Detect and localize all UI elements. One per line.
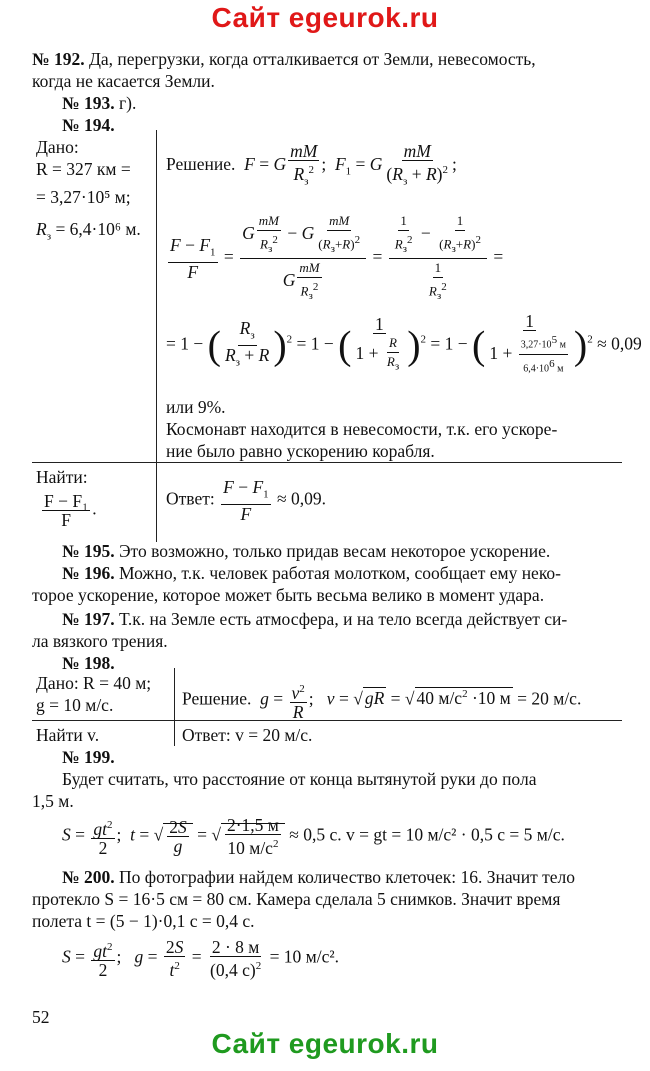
- answer-value: ≈ 0,09.: [277, 488, 326, 509]
- answer-194: Ответ: $\frac{F - F_1}{F}$ ≈ 0,09.: [166, 477, 326, 524]
- given-divider: [156, 130, 157, 542]
- solution-line-1: Решение. F = G $\frac{mM}{R_з^2}$ ; $F_1 = G$ $\frac{mM}{(R_з + R)^2}$ ;: [166, 141, 457, 188]
- problem-193: [62, 92, 136, 114]
- problem-text: Можно, т.к. человек работая молотком, сообщает ему неко-: [114, 563, 562, 583]
- find-value: $\frac{\text{F − F₁}}{F}$ .: [44, 491, 97, 530]
- problem-text: Это возможно, только придав весам некоторое ускорение.: [114, 541, 551, 561]
- given-title: Дано:: [36, 137, 79, 157]
- problem-number: № 197.: [62, 609, 115, 629]
- problem-text: Т.к. на Земле есть атмосфера, и на тело всегда действует си-: [114, 609, 568, 629]
- problem-195: [62, 540, 550, 562]
- problem-200: [62, 866, 575, 888]
- given-r-value: = 3,27·10⁵ м;: [36, 187, 131, 207]
- problem-text: г).: [114, 93, 137, 113]
- given-198-r: Дано: R = 40 м;: [36, 673, 152, 693]
- site-watermark-bottom: Сайт egeurok.ru: [211, 1028, 439, 1059]
- given-separator: [32, 462, 622, 463]
- problem-197: [62, 608, 567, 630]
- problem-199-line1: Будет считать, что расстояние от конца вытянутой руки до пола: [62, 769, 537, 789]
- problem-196: [62, 562, 561, 584]
- solution-198-result: = 20 м/с.: [517, 688, 582, 709]
- problem-number: № 195.: [62, 541, 115, 561]
- solution-199: S = $\frac{gt^2}{2}$ ; t = √ $\frac{2S}{g}$ = √ $\frac{2\cdot 1,5 м}{10 м/с^2}$ ≈ 0,5 с. v = gt = 10 м/с² · 0,5 с = 5 м/с.: [62, 815, 565, 858]
- answer-label: Ответ:: [166, 488, 215, 509]
- problem-number: № 200.: [62, 867, 115, 887]
- solution-label: Решение.: [166, 154, 236, 175]
- find-198: Найти v.: [36, 725, 100, 745]
- problem-196-line2: торое ускорение, которое может быть весьма велико в момент удара.: [32, 585, 545, 605]
- solution-200-tail: = 10 м/с².: [269, 946, 340, 967]
- problem-text: По фотографии найдем количество клеточек: 16. Значит тело: [114, 867, 575, 887]
- given-r: R = 327 км =: [36, 159, 131, 179]
- problem-number: № 193.: [62, 93, 115, 113]
- problem-text: Да, перегрузки, когда отталкивается от Земли, невесомость,: [84, 49, 536, 69]
- solution-label: Решение.: [182, 688, 252, 709]
- problem-192: [32, 48, 536, 70]
- problem-192-line2: когда не касается Земли.: [32, 71, 215, 91]
- solution-line-2: $\frac{F - F_1}{F}$ = G $\frac{mM}{R_з^2}$ − G $\frac{mM}{(R_з+R)^2}$ G $\frac{mM}{R_з^2}$ = $\frac{1}{R_з^2}$ − $\frac{1}{(R_з+R)^2}$ $\frac{1}{R_з^2}$ =: [170, 213, 504, 302]
- solution-200: S = $\frac{gt^2}{2}$ ; g = $\frac{2S}{t^2}$ = $\frac{2 \cdot 8 м}{(0,4 с)^2}$ = 10 м/с².: [62, 937, 340, 980]
- site-watermark-top: Сайт egeurok.ru: [211, 2, 439, 33]
- answer-198: Ответ: v = 20 м/с.: [182, 725, 313, 745]
- problem-194-number: № 194.: [62, 115, 115, 135]
- solution-line-3: = 1 − ( $\frac{R_з}{R_з + R}$ )$^2$ = 1 − ( 1 1 + $\frac{R}{R_з}$ )$^2$ = 1 − ( 1 1 + $\frac{3,27\cdot 10^5 м}{6,4\cdot 10^6 м}$ )$^2$ ≈ 0,09: [166, 311, 642, 375]
- conclusion-1: или 9%.: [166, 397, 226, 417]
- problem-198-number: № 198.: [62, 653, 115, 673]
- find-title: Найти:: [36, 467, 88, 487]
- solution-198: Решение. g = $\frac{v^2}{R}$ ; v = √ gR = √ 40 $м/с^2 \cdot 10$ м = 20 м/с.: [182, 680, 581, 721]
- given-divider-198: [174, 668, 175, 746]
- conclusion-2: Космонавт находится в невесомости, т.к. его ускоре-: [166, 419, 558, 439]
- problem-197-line2: ла вязкого трения.: [32, 631, 168, 651]
- solution-199-tail: ≈ 0,5 с. v = gt = 10 м/с² · 0,5 с = 5 м/с.: [289, 824, 565, 845]
- problem-number: № 196.: [62, 563, 115, 583]
- problem-number: № 192.: [32, 49, 85, 69]
- problem-200-line2: протекло S = 16·5 см = 80 см. Камера сделала 5 снимков. Значит время: [32, 889, 561, 909]
- problem-199-number: № 199.: [62, 747, 115, 767]
- problem-199-line2: 1,5 м.: [32, 791, 74, 811]
- conclusion-3: ние было равно ускорению корабля.: [166, 441, 435, 461]
- page-number: 52: [32, 1007, 50, 1027]
- given-198-g: g = 10 м/с.: [36, 695, 114, 715]
- problem-200-line3: полета t = (5 − 1)·0,1 с = 0,4 с.: [32, 911, 255, 931]
- given-rz: $R_з = 6,4\cdot 10^6$ м.: [36, 219, 141, 243]
